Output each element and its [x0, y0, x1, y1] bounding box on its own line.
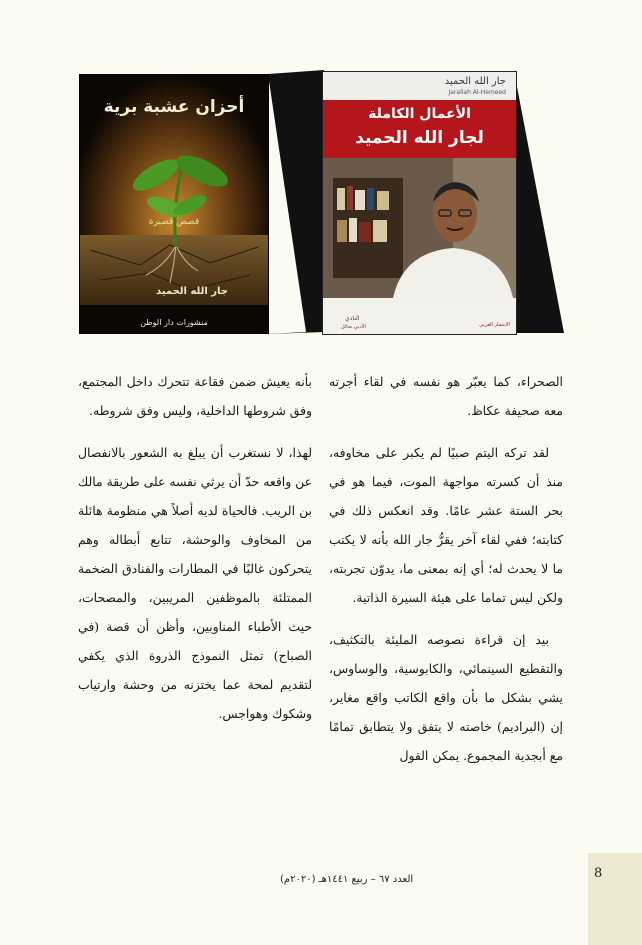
book-right-publisher-logo: الانتشار العربي — [479, 322, 510, 328]
book-right-title-line2: لجار الله الحميد — [355, 128, 484, 148]
issue-info: العدد ٦٧ – ربيع ١٤٤١هـ (٢٠٢٠م) — [280, 874, 414, 885]
book-right-title-line1: الأعمال الكاملة — [368, 106, 471, 122]
photo-divider-wedge — [266, 70, 326, 334]
page-number: 8 — [594, 866, 603, 881]
book-cover-ahzan — [80, 75, 268, 333]
article-paragraph: بيد إن قراءة نصوصه المليئة بالتكثيف، والتقطيع السينمائي، والكابوسية، والوساوس، يشي بشكل ما بأن واقع الكاتب واقع مغاير، إن (البراديم) خاصته لا يتفق ولا يتطابق تمامًا مع أبجدية المجموع. يمكن القول — [329, 632, 563, 763]
book-left-genre: قصص قصيرة — [148, 217, 200, 227]
article-column-right — [329, 367, 563, 770]
book-right-author: جار الله الحميد — [444, 76, 506, 87]
article-paragraph: بأنه يعيش ضمن فقاعة تتحرك داخل المجتمع، وفق شروطها الداخلية، وليس وفق شروطه. — [78, 374, 312, 418]
book-left-publisher: منشورات دار الوطن — [140, 318, 208, 327]
article-paragraph: لهذا، لا نستغرب أن يبلغ به الشعور بالانفصال عن واقعه حدّ أن يرثي نفسه على طريقة مالك بن الريب. فالحياة لديه أصلاً هي منظومة هائلة من المخاوف والوحشة، تتابع أبطاله وهم يتحركون غالبًا في المطارات والفنادق الضخمة الممتلئة بالموظفين المريبين، والمصحات، حيث الأطباء المناوبين، وأظن أن قصة (في الصباح) تمثل النموذج الذروة الذي يكفي لتقديم لمحة عما يختزنه من وحشة وارتياب وشكوك وهواجس. — [78, 445, 312, 721]
author-portrait — [323, 158, 516, 298]
book-right-publisher-line2: الأدبي بحائل — [341, 324, 366, 330]
article-column-left — [78, 367, 312, 728]
book-right-author-latin: Jarallah Al-Hemeed — [448, 89, 506, 96]
article-paragraph: الصحراء، كما يعبّر هو نفسه في لقاء أجرته معه صحيفة عكاظ. — [329, 374, 563, 418]
book-right-publisher-line1: النادي — [345, 315, 360, 322]
article-paragraph: لقد تركه اليتم صبيًا لم يكبر على مخاوفه، منذ أن كسرته مواجهة الموت، فيما هو في بحر الستة عشر عامًا. وقد انعكس ذلك في كتابته؛ ففي لقاء آخر يقرُّ جار الله بأنه لا يكتب ما لا يحدث له؛ أي إنه بمعنى ما، يدوّن تجربته، ولكن ليس تماما على هيئة السيرة الذاتية. — [329, 445, 563, 605]
book-left-title: أحزان عشبة برية — [103, 97, 245, 117]
book-cover-complete-works — [322, 71, 517, 335]
photo-right-wedge — [514, 71, 564, 335]
book-left-author: جار الله الحميد — [156, 286, 228, 297]
